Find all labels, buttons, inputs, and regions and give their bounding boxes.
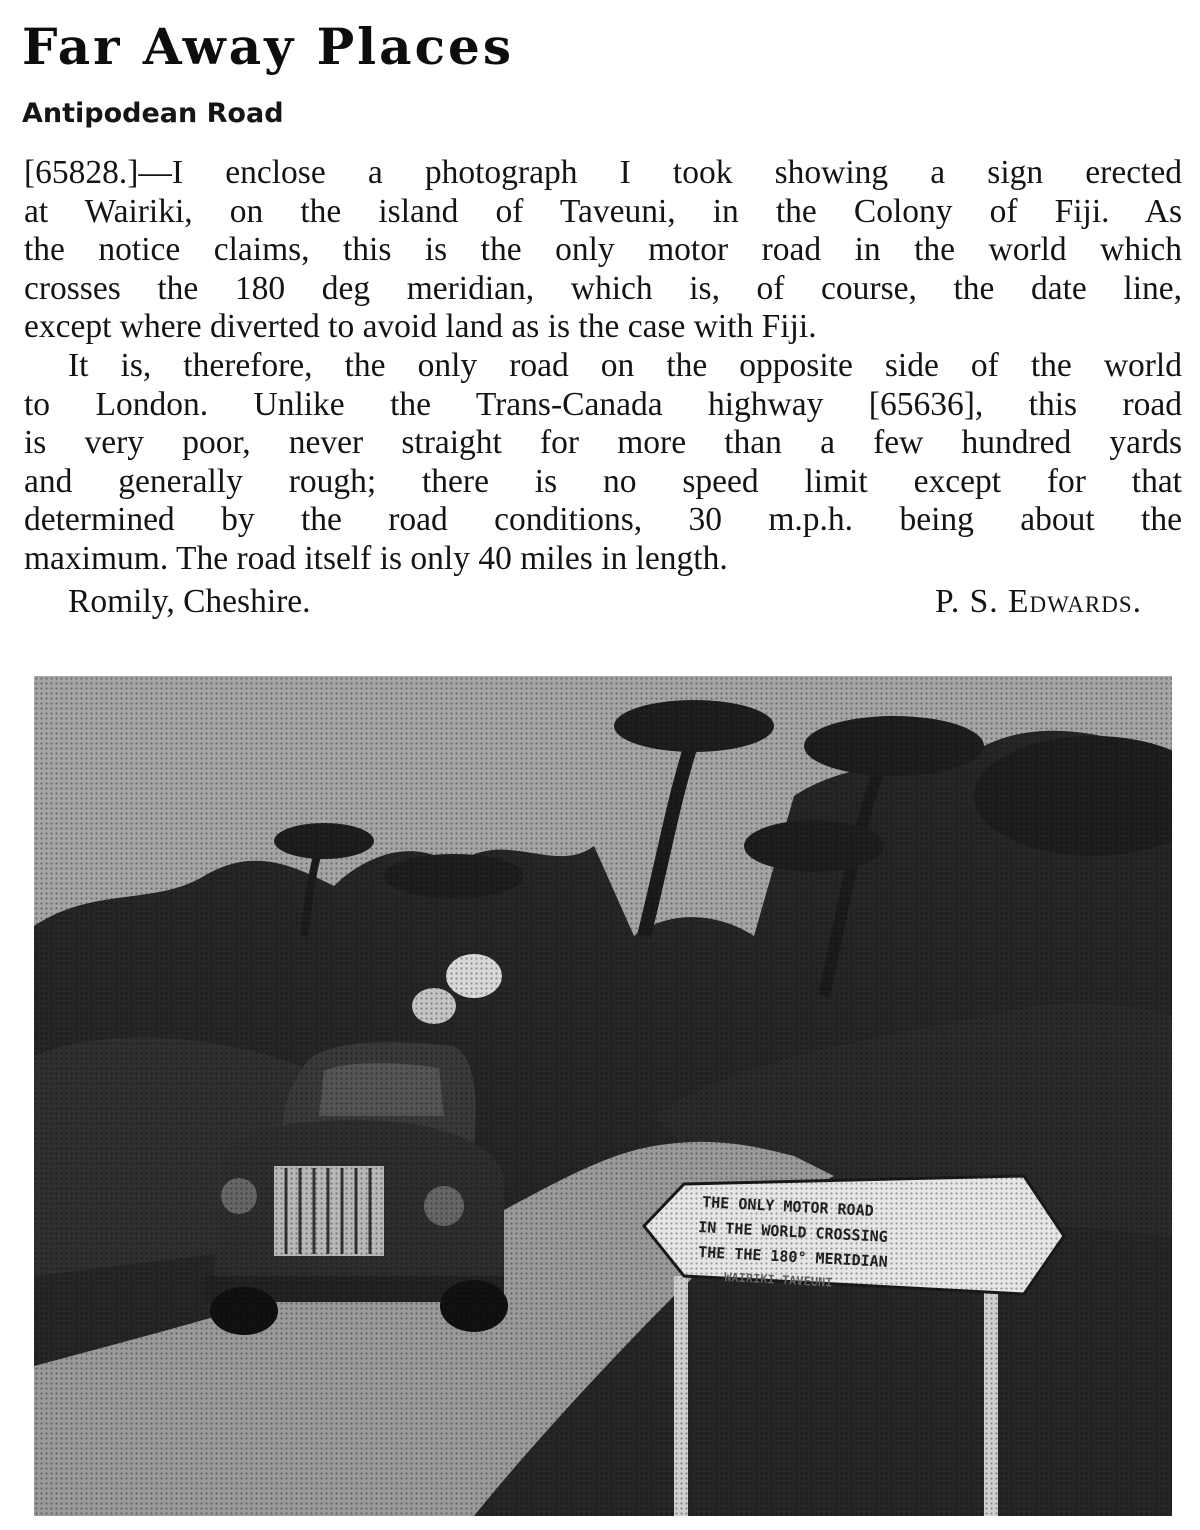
body-line: at Wairiki, on the island of Taveuni, in the Colony of Fiji. As: [24, 192, 1182, 230]
article-subtitle: Antipodean Road: [22, 98, 284, 129]
body-line: [65828.]—I enclose a photograph I took showing a sign erected: [24, 154, 1182, 191]
body-line: except where diverted to avoid land as is the case with Fiji.: [24, 308, 817, 346]
article-body: [24, 154, 1182, 621]
body-line: the notice claims, this is the only motor road in the world which: [24, 231, 1182, 269]
photo-illustration: [34, 676, 1172, 1516]
body-line: determined by the road conditions, 30 m.p.h. being about the: [24, 501, 1182, 539]
body-line: It is, therefore, the only road on the opposite side of the world: [68, 346, 1182, 384]
signoff: [24, 583, 1182, 622]
body-line: maximum. The road itself is only 40 miles in length.: [24, 539, 728, 577]
halftone-overlay: [34, 676, 1172, 1516]
body-line: is very poor, never straight for more than a few hundred yards: [24, 424, 1182, 462]
body-line: to London. Unlike the Trans-Canada highway [65636], this road: [24, 385, 1182, 423]
section-title: Far Away Places: [22, 17, 514, 76]
location: Romily, Cheshire.: [68, 582, 311, 620]
road-photograph: [34, 676, 1172, 1516]
author-name: P. S. Edwards.: [934, 582, 1142, 620]
body-line: crosses the 180 deg meridian, which is, of course, the date line,: [24, 269, 1182, 307]
body-line: and generally rough; there is no speed limit except for that: [24, 462, 1182, 500]
